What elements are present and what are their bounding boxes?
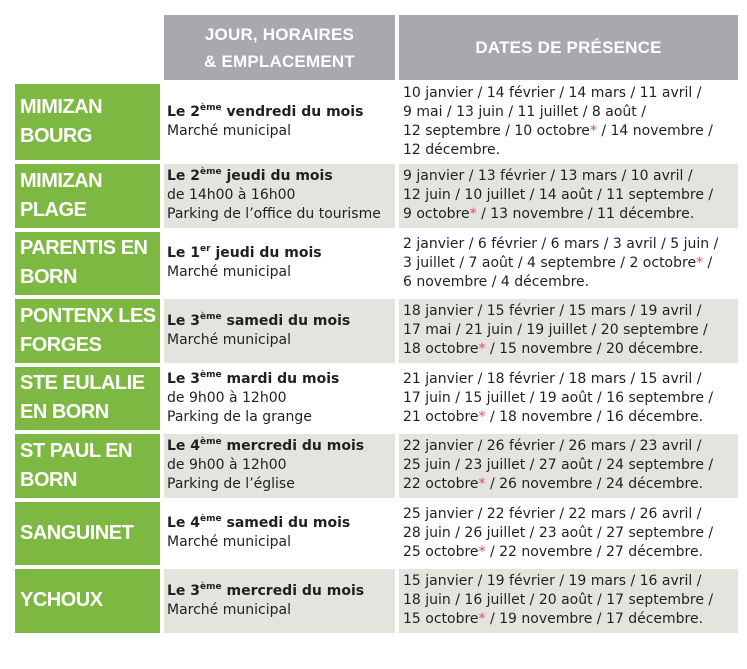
day-prefix: Le 2 — [167, 168, 201, 185]
day-prefix: Le 2 — [167, 104, 201, 120]
dates-text: 25 juin / 23 juillet / 27 août / 24 septembre / — [403, 457, 714, 474]
location-cell — [15, 569, 160, 633]
schedule-day — [167, 312, 395, 331]
dates-text: / 18 novembre / 16 décembre. — [485, 408, 704, 425]
schedule-day — [167, 437, 395, 456]
schedule-detail: Marché municipal — [167, 601, 291, 618]
dates-text: / 22 novembre / 27 décembre. — [485, 543, 704, 560]
schedule-day — [167, 244, 395, 263]
dates-cell — [399, 232, 738, 296]
location-name-line: PLAGE — [20, 198, 87, 221]
day-rest: jeudi du mois — [221, 168, 333, 185]
dates-line — [403, 340, 738, 359]
dates-text: / 13 novembre / 11 décembre. — [476, 206, 695, 223]
day-prefix: Le 4 — [167, 438, 201, 455]
ordinal-suffix: ème — [200, 581, 222, 592]
schedule-cell — [164, 232, 395, 296]
dates-line — [403, 273, 738, 292]
ordinal-suffix: ème — [200, 514, 222, 525]
dates-line — [403, 437, 738, 456]
dates-cell — [399, 434, 738, 498]
schedule-day — [167, 370, 395, 389]
ordinal-suffix: er — [200, 244, 211, 255]
schedule-detail: de 9h00 à 12h00 — [167, 457, 287, 474]
header-title-line: DATES DE PRÉSENCE — [475, 38, 662, 57]
schedule-detail: Parking de la grange — [167, 408, 312, 425]
dates-column-header — [399, 15, 738, 80]
dates-cell — [399, 367, 738, 431]
dates-text: 25 octobre — [403, 543, 479, 560]
schedule-detail: Parking de l’office du tourisme — [167, 206, 381, 223]
day-rest: jeudi du mois — [210, 245, 322, 262]
day-prefix: Le 3 — [167, 312, 201, 329]
location-name-line: MIMIZAN — [20, 96, 103, 118]
dates-line — [403, 167, 738, 186]
dates-text: 28 juin / 26 juillet / 23 août / 27 septembre / — [403, 524, 714, 541]
dates-text: / 14 novembre / — [596, 123, 713, 139]
day-rest: mercredi du mois — [221, 438, 365, 455]
dates-line — [403, 524, 738, 543]
market-schedule-table — [15, 15, 738, 633]
dates-text: 17 mai / 21 juin / 19 juillet / 20 septembre / — [403, 322, 708, 339]
dates-line — [403, 186, 738, 205]
header-title-line: JOUR, HORAIRES — [204, 24, 355, 44]
schedule-cell — [164, 434, 395, 498]
dates-line — [403, 475, 738, 494]
schedule-detail: Marché municipal — [167, 534, 291, 551]
dates-text: 9 janvier / 13 février / 13 mars / 10 avril / — [403, 168, 693, 185]
dates-text: / 26 novembre / 24 décembre. — [485, 476, 704, 493]
dates-text: 6 novembre / 4 décembre. — [403, 273, 590, 290]
ordinal-suffix: ème — [200, 437, 222, 448]
location-name-line: SANGUINET — [20, 521, 134, 544]
location-name-line: STE EULALIE — [20, 372, 145, 395]
dates-text: 22 octobre — [403, 476, 479, 493]
dates-text: 18 juin / 16 juillet / 20 août / 17 septembre / — [403, 592, 714, 609]
day-rest: samedi du mois — [221, 312, 351, 329]
dates-line — [403, 370, 738, 389]
dates-text: 12 juin / 10 juillet / 14 août / 11 septembre / — [403, 187, 714, 204]
dates-text: 15 octobre — [403, 611, 479, 628]
location-name-line: EN BORN — [20, 401, 109, 424]
note-asterisk: * — [589, 123, 597, 139]
schedule-detail: Marché municipal — [167, 264, 291, 281]
day-prefix: Le 3 — [167, 582, 201, 599]
day-prefix: Le 1 — [167, 245, 201, 262]
schedule-cell — [164, 164, 395, 228]
note-asterisk: * — [478, 543, 486, 560]
dates-line — [403, 505, 738, 524]
schedule-column-header — [164, 15, 395, 80]
location-name-line: YCHOUX — [20, 589, 103, 612]
schedule-detail: de 9h00 à 12h00 — [167, 389, 287, 406]
dates-text: 18 janvier / 15 février / 15 mars / 19 avril / — [403, 303, 702, 320]
day-prefix: Le 4 — [167, 515, 201, 532]
schedule-day — [167, 514, 395, 533]
location-name-line: BORN — [20, 468, 77, 491]
schedule-day — [167, 582, 395, 601]
ordinal-suffix: ème — [200, 167, 222, 178]
location-name-line: BORN — [20, 266, 77, 289]
day-rest: vendredi du mois — [221, 104, 364, 120]
schedule-day — [167, 103, 395, 122]
note-asterisk: * — [478, 476, 486, 493]
location-cell — [15, 367, 160, 431]
dates-text: 21 octobre — [403, 408, 479, 425]
dates-text: 18 octobre — [403, 341, 479, 358]
day-rest: mardi du mois — [221, 370, 340, 387]
dates-text: / 19 novembre / 17 décembre. — [485, 611, 704, 628]
schedule-day — [167, 167, 395, 186]
dates-line — [403, 302, 738, 321]
dates-text: 3 juillet / 7 août / 4 septembre / 2 octobre — [403, 254, 697, 271]
dates-text: 12 décembre. — [403, 142, 501, 158]
day-rest: samedi du mois — [221, 515, 351, 532]
dates-cell — [399, 502, 738, 566]
dates-line — [403, 205, 738, 224]
schedule-cell — [164, 299, 395, 363]
dates-line — [403, 235, 738, 254]
note-asterisk: * — [478, 341, 486, 358]
schedule-cell — [164, 84, 395, 160]
location-name-line: ST PAUL EN — [20, 439, 133, 462]
dates-line — [403, 408, 738, 427]
dates-cell — [399, 164, 738, 228]
location-name-line: PONTENX LES — [20, 304, 156, 327]
note-asterisk: * — [696, 254, 704, 271]
location-name-line: MIMIZAN — [20, 169, 103, 192]
location-cell — [15, 502, 160, 566]
note-asterisk: * — [478, 611, 486, 628]
dates-cell — [399, 569, 738, 633]
location-cell — [15, 164, 160, 228]
dates-line — [403, 141, 738, 160]
dates-text: / — [703, 254, 713, 271]
dates-line — [403, 389, 738, 408]
location-name-line: FORGES — [20, 333, 102, 356]
location-name-line: BOURG — [20, 125, 92, 147]
location-cell — [15, 434, 160, 498]
table-corner — [15, 15, 160, 80]
dates-text: 9 octobre — [403, 206, 470, 223]
dates-text: 9 mai / 13 juin / 11 juillet / 8 août / — [403, 104, 646, 120]
dates-text: 21 janvier / 18 février / 18 mars / 15 avril / — [403, 370, 702, 387]
schedule-cell — [164, 502, 395, 566]
dates-text: / 15 novembre / 20 décembre. — [485, 341, 704, 358]
schedule-cell — [164, 367, 395, 431]
schedule-detail: de 14h00 à 16h00 — [167, 187, 296, 204]
day-rest: mercredi du mois — [221, 582, 365, 599]
location-name-line: PARENTIS EN — [20, 237, 148, 260]
header-title-line: & EMPLACEMENT — [204, 51, 355, 71]
dates-line — [403, 84, 738, 103]
note-asterisk: * — [469, 206, 477, 223]
dates-line — [403, 321, 738, 340]
day-prefix: Le 3 — [167, 370, 201, 387]
dates-text: 15 janvier / 19 février / 19 mars / 16 avril / — [403, 573, 702, 590]
dates-line — [403, 543, 738, 562]
ordinal-suffix: ème — [200, 311, 222, 322]
ordinal-suffix: ème — [200, 369, 222, 380]
dates-text: 10 janvier / 14 février / 14 mars / 11 avril / — [403, 85, 702, 101]
dates-line — [403, 610, 738, 629]
dates-line — [403, 591, 738, 610]
location-cell — [15, 84, 160, 160]
dates-line — [403, 254, 738, 273]
location-cell — [15, 299, 160, 363]
dates-text: 12 septembre / 10 octobre — [403, 123, 590, 139]
dates-text: 2 janvier / 6 février / 6 mars / 3 avril / 5 juin / — [403, 235, 719, 252]
location-cell — [15, 232, 160, 296]
dates-text: 17 juin / 15 juillet / 19 août / 16 septembre / — [403, 389, 714, 406]
schedule-detail: Marché municipal — [167, 331, 291, 348]
dates-line — [403, 122, 738, 141]
note-asterisk: * — [478, 408, 486, 425]
dates-line — [403, 456, 738, 475]
schedule-detail: Marché municipal — [167, 123, 291, 139]
schedule-detail: Parking de l’église — [167, 476, 295, 493]
dates-text: 25 janvier / 22 février / 22 mars / 26 avril / — [403, 505, 702, 522]
dates-cell — [399, 84, 738, 160]
dates-text: 22 janvier / 26 février / 26 mars / 23 avril / — [403, 438, 702, 455]
dates-cell — [399, 299, 738, 363]
dates-line — [403, 103, 738, 122]
schedule-cell — [164, 569, 395, 633]
dates-line — [403, 572, 738, 591]
ordinal-suffix: ème — [200, 103, 222, 113]
